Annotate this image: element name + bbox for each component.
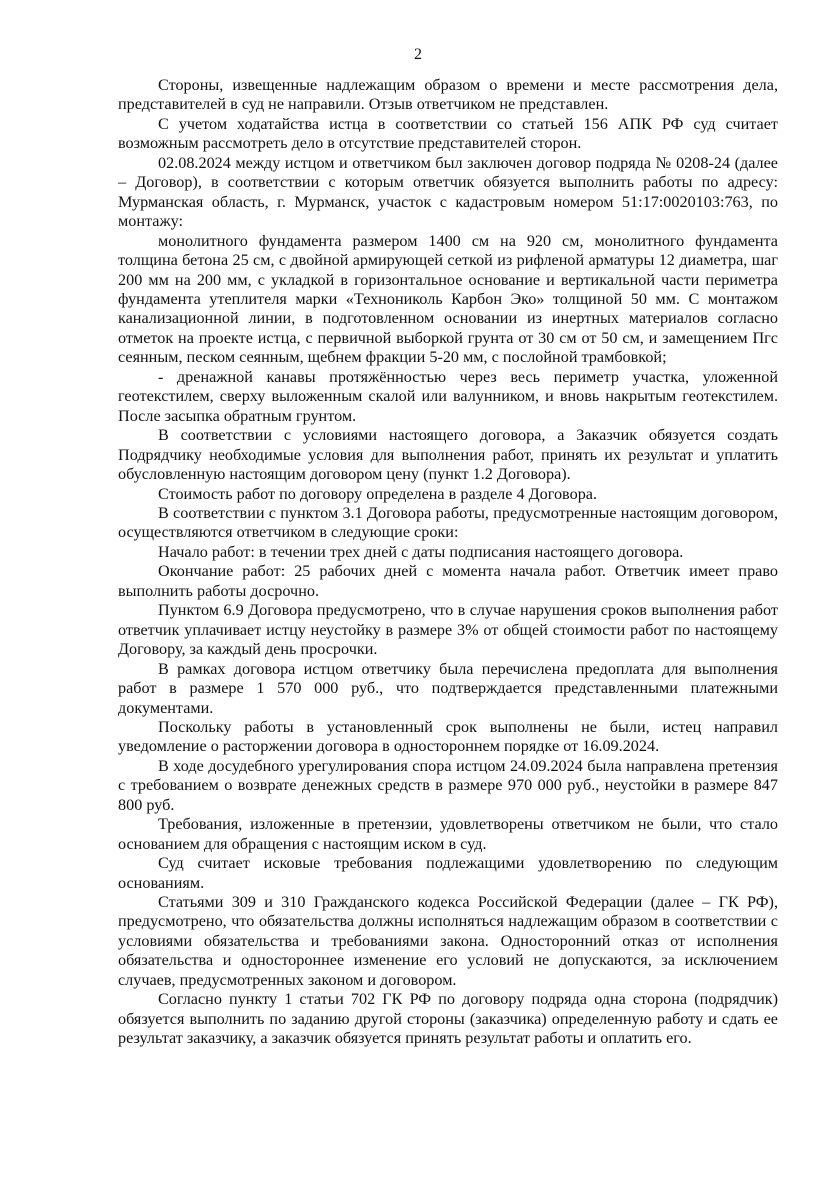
paragraph: В соответствии с условиями настоящего договора, а Заказчик обязуется создать Подрядчику необходимые условия для выполнения работ, принять их результат и уплатить обусловленную настоящим договором цену (пункт 1.2 Договора). [118, 426, 778, 484]
paragraph: В соответствии с пунктом 3.1 Договора работы, предусмотренные настоящим договором, осуществляются ответчиком в следующие сроки: [118, 503, 778, 542]
paragraph: Стоимость работ по договору определена в разделе 4 Договора. [158, 484, 598, 503]
paragraph: Поскольку работы в установленный срок выполнены не были, истец направил уведомление о расторжении договора в одностороннем порядке от 16.09.2024. [118, 717, 778, 756]
paragraph: Начало работ: в течении трех дней с даты подписания настоящего договора. [158, 542, 684, 561]
paragraph: Окончание работ: 25 рабочих дней с момента начала работ. Ответчик имеет право выполнить работы досрочно. [118, 562, 778, 600]
paragraph: В ходе досудебного урегулирования спора истцом 24.09.2024 была направлена претензия с требованием о возврате денежных средств в размере 970 000 руб., неустойки в размере 847 800 руб. [118, 756, 778, 814]
document-body [118, 76, 778, 1049]
paragraph: - дренажной канавы протяжённостью через весь периметр участка, уложенной геотекстилем, сверху выложенным скалой или валунником, и вновь накрытым геотекстилем. После засыпка обратным грунтом. [118, 367, 778, 425]
paragraph: Статьями 309 и 310 Гражданского кодекса Российской Федерации (далее – ГК РФ), предусмотрено, что обязательства должны исполняться надлежащим образом в соответствии с условиями обязательства и требованиями закона. Односторонний отказ от исполнения обязательства и одностороннее изменение его условий не допускаются, за исключением случаев, предусмотренных законом и договором. [118, 893, 778, 989]
paragraph: Требования, изложенные в претензии, удовлетворены ответчиком не были, что стало основанием для обращения с настоящим иском в суд. [118, 815, 778, 853]
page-number: 2 [414, 46, 422, 63]
paragraph: В рамках договора истцом ответчику была перечислена предоплата для выполнения работ в размере 1 570 000 руб., что подтверждается представленными платежными документами. [118, 659, 778, 717]
paragraph: Пунктом 6.9 Договора предусмотрено, что в случае нарушения сроков выполнения работ ответчик уплачивает истцу неустойку в размере 3% от общей стоимости работ по настоящему Договору, за каждый день просрочки. [118, 601, 778, 659]
paragraph: С учетом ходатайства истца в соответствии со статьей 156 АПК РФ суд считает возможным рассмотреть дело в отсутствие представителей сторон. [118, 114, 778, 153]
paragraph: Стороны, извещенные надлежащим образом о времени и месте рассмотрения дела, представителей в суд не направили. Отзыв ответчиком не представлен. [118, 76, 778, 114]
paragraph: Суд считает исковые требования подлежащими удовлетворению по следующим основаниям. [118, 854, 778, 892]
paragraph: 02.08.2024 между истцом и ответчиком был заключен договор подряда № 0208-24 (далее – Договор), в соответствии с которым ответчик обязуется выполнить работы по адресу: Мурманская область, г. Мурманск, участок с кадастровым номером 51:17:0020103:763, по монтажу: [118, 153, 778, 231]
paragraph: монолитного фундамента размером 1400 см на 920 см, монолитного фундамента толщина бетона 25 см, с двойной армирующей сеткой из рифленой арматуры 12 диаметра, шаг 200 мм на 200 мм, с укладкой в горизонтальное основание и вертикальной части периметра фундамента утеплителя марки «Технониколь Карбон Эко» толщиной 50 мм. С монтажом канализационной линии, в подготовленном основании из инертных материалов согласно отметок на проекте истца, с первичной выборкой грунта от 30 см от 50 см, и замещением Пгс сеянным, песком сеянным, щебнем фракции 5-20 мм, с послойной трамбовкой; [118, 231, 778, 367]
paragraph: Согласно пункту 1 статьи 702 ГК РФ по договору подряда одна сторона (подрядчик) обязуется выполнить по заданию другой стороны (заказчика) определенную работу и сдать ее результат заказчику, а заказчик обязуется принять результат работы и оплатить его. [118, 990, 778, 1048]
